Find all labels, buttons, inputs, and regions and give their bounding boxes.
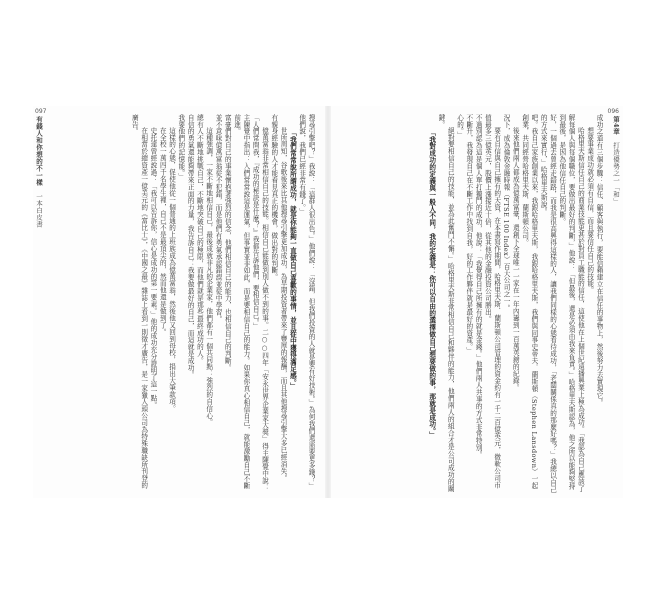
running-head: [612, 116, 621, 205]
book-spread: [33, 106, 623, 498]
paragraph: 自信的勇氣還能夠帶來正面的力量，我告訴自己：我要做最好的自己，而這就是成功。: [186, 114, 195, 379]
paragraph: 不過別認為這是個人單打獨鬥的成功，他說：「我覺得自己所擁有的就是金錢。」他們兩人共事的方式非常特別。: [474, 114, 483, 459]
paragraph: 在相當於總資產一億美元的《富比士》，《中國之最》雜誌上看到一則徵才廣告，是一家獵人頭公司為特殊職缺所刊登的廣告。: [130, 114, 148, 489]
paragraph: 絕對要相信自己的技能，並為此奮鬥不懈。」哈格里夫斯非常相信自己和夥伴的能力，他們兩人的組合才是公司成功的關鍵。: [436, 114, 455, 493]
paragraph: 史托達曾經說過：「我可以告訴你，信心是成功的第一要素。」他的成功充分證明了這一點。: [148, 127, 157, 409]
paragraph: 心的。」: [455, 114, 464, 139]
page-number: 097: [35, 108, 47, 115]
paragraph: 並不意味億萬富翁從不犯錯，而是他們有勇氣承認錯誤並從中學習。: [214, 114, 223, 323]
paragraph: 富豪們對自己的事業懷抱著強烈的信念，他們相信自己的能力，也相信自己的判斷。: [223, 114, 232, 372]
running-head-subtitle: 一本白皮書: [35, 192, 43, 228]
running-head-chapter: 第4章: [612, 116, 620, 136]
paragraph: 主陳覺中指出：入們常常說這是運氣，但事實並非如此，而是要相信自己的能力。如果你真心相信自己，就能激勵自己不斷前進。: [232, 114, 250, 490]
paragraph: 想要事業成功就必須有自信，而且要信任自己的技能。: [585, 127, 594, 294]
paragraph: 成功之道有三個步驟：信任、顧客與執行，要能信賴建立在信任的事物上，然後努力去實現它。: [595, 114, 603, 406]
left-page: [33, 106, 327, 498]
paragraph: 吧。我自己家族創業以來，我跟哈格里夫斯，我跟哈格里夫斯，我們與同事史蒂夫．蘭斯頓（Stephen Lansdown）一起創業，共同經營哈格里夫斯．蘭斯頓公司。: [520, 114, 538, 490]
paragraph: 況下，成為倫敦金融時報（FTSE 100 Index）百大公司之一。: [502, 114, 511, 312]
body-text: [335, 114, 603, 494]
paragraph: 哈格里夫斯信任自己的商業技能更甚於對員工職能的信任，這使他在上個世紀遠播興業上極為成功。「我認為自己應該了解每個人與每個職位，要做出最好的判斷，」他說：「但最後，還是必須由我來負責。」哈格里夫斯認為，他之所以能夠堅持到最後，是因為他信任自己的判斷。: [557, 114, 585, 493]
body-text: [47, 114, 315, 494]
paragraph: 不斷升，我發現自己在不斷工作中找到自我，好的工作夥伴就是最好的資產。」: [464, 114, 473, 354]
running-head-title: 有錢人和你想的不一樣: [35, 116, 43, 186]
paragraph: 這樣的心態，促使他從一個普通的上班族成為億萬富翁，然後他又回到母校，捐出大筆款項。: [167, 127, 176, 413]
paragraph: 要有自信與自己擁有的天資，在本書寫作期間，哈格里夫斯．蘭斯頓公司管理的資金約有一千二百億英元，微軟公司市值最多三億英元，股價上漲接近十倍，從其他的金融投資公司勝出。: [483, 114, 501, 489]
pull-quote: 「我們常常說所謂成功，就是你能夠一直做自己喜歡的事情，並且從中獲得滿足感。」: [288, 128, 297, 390]
running-head-title: 打造優勢之一「和」: [612, 141, 620, 205]
running-head: [35, 116, 44, 228]
paragraph: 好，一個過去曾經走錯路，而我是很高興得這樣的人，讓我們同樣的心態看待成功，「老闆關係真的那麼好嗎？」我總以自己的方式來實行，」哈格里夫斯說。: [539, 114, 557, 493]
pull-quote: 「我對成功的定義與一般人不同，我的定義是：你可以自由的選擇做自己想要做的事，那就是成功。」: [427, 128, 436, 438]
paragraph: 搜尋引擎吧？」我說：「這群人很出色。」他們說：「沒錯，但我們投資的人就是要有好技術。」為何我們還需要更多錢？」: [307, 114, 315, 490]
right-page: [329, 106, 623, 498]
paragraph: 億萬富翁非常相信自己的技能。相信自己能做到別人做不到的事。二○○四年「安永世界企業家大獎」得主陳覺中說：「人們常問我，『成功的秘訣是什麼？』我都告訴他們，要相信自己。」: [251, 114, 269, 492]
paragraph: 世所周知，谷歌後來比其他搜尋引擎更加成功，為早期投資者帶來了豐厚的報酬，而且其他搜尋引擎大多已經消失。: [279, 127, 288, 482]
paragraph: 他們說，我們已經非常有錢了。」: [297, 114, 306, 215]
paragraph: 後來他們兩人都成為億萬富豪，還創下全球唯一一家在一年內籌到一百萬英鎊的紀錄。: [511, 127, 520, 392]
page-number: 096: [607, 108, 619, 115]
paragraph: 在全校一萬四千名學生裡，自己不是最頂尖的，然而他還是做到了。: [158, 127, 167, 336]
paragraph: 有親身經驗的人才能看見真正的機會，做出對的判斷。: [269, 114, 278, 281]
paragraph: 我要他們的記憶能。」: [176, 114, 185, 181]
paragraph: 總有人不斷地挑戰自己，不斷地突破自己的極限，而他們就是那些最終成功的人。: [195, 114, 204, 365]
paragraph: 這種強調，一家不斷地相信自己，最後成就非凡的企業家，他們都有一個共同點：強烈的自信心。: [204, 127, 213, 427]
